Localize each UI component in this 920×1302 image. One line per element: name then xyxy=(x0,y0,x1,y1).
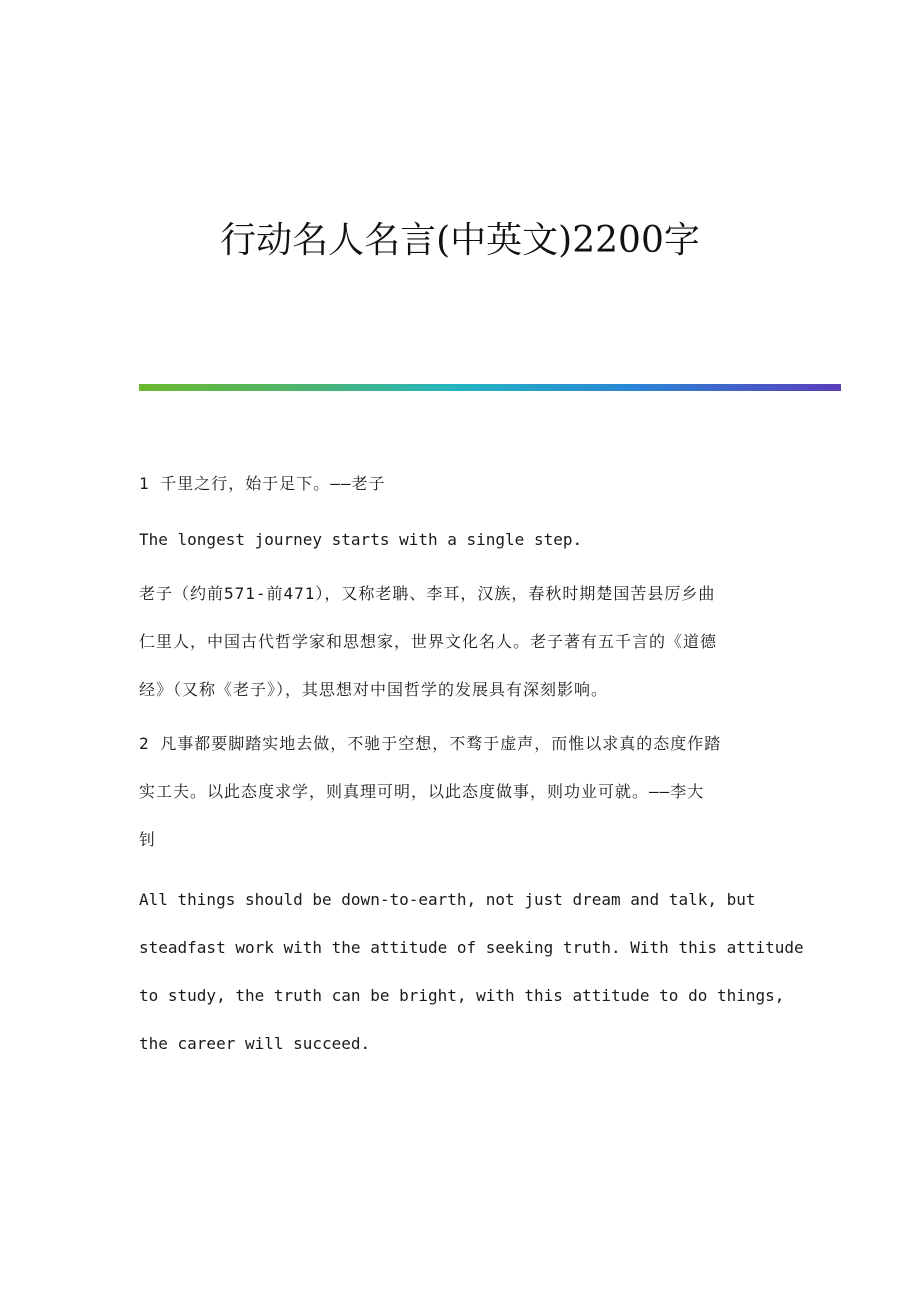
entry-1-bio xyxy=(139,570,789,714)
text-line: 经》（又称《老子》），其思想对中国哲学的发展具有深刻影响。 xyxy=(139,680,609,699)
text-line: The longest journey starts with a single step. xyxy=(139,530,583,549)
text-line: 钊 xyxy=(139,830,157,849)
text-line: 实工夫。以此态度求学，则真理可明，以此态度做事，则功业可就。——李大 xyxy=(139,782,705,801)
text-line: 1 千里之行，始于足下。——老子 xyxy=(139,474,386,493)
text-line: 老子（约前571-前471），又称老聃、李耳，汉族，春秋时期楚国苦县厉乡曲 xyxy=(139,584,716,603)
text-line: the career will succeed. xyxy=(139,1034,371,1053)
entry-1-quote xyxy=(139,460,789,508)
document-title: 行动名人名言(中英文)2200字 xyxy=(220,220,700,261)
entry-1-english xyxy=(139,516,789,564)
text-line: steadfast work with the attitude of seeking truth. With this attitude xyxy=(139,938,804,957)
document-body xyxy=(139,460,804,1068)
entry-2-quote xyxy=(139,720,789,864)
entry-2-english xyxy=(139,876,804,1068)
text-line: 2 凡事都要脚踏实地去做，不驰于空想，不骛于虚声，而惟以求真的态度作踏 xyxy=(139,734,722,753)
text-line: All things should be down-to-earth, not just dream and talk, but xyxy=(139,890,756,909)
text-line: to study, the truth can be bright, with this attitude to do things, xyxy=(139,986,785,1005)
text-line: 仁里人，中国古代哲学家和思想家，世界文化名人。老子著有五千言的《道德 xyxy=(139,632,718,651)
title-divider-gradient xyxy=(139,384,841,391)
